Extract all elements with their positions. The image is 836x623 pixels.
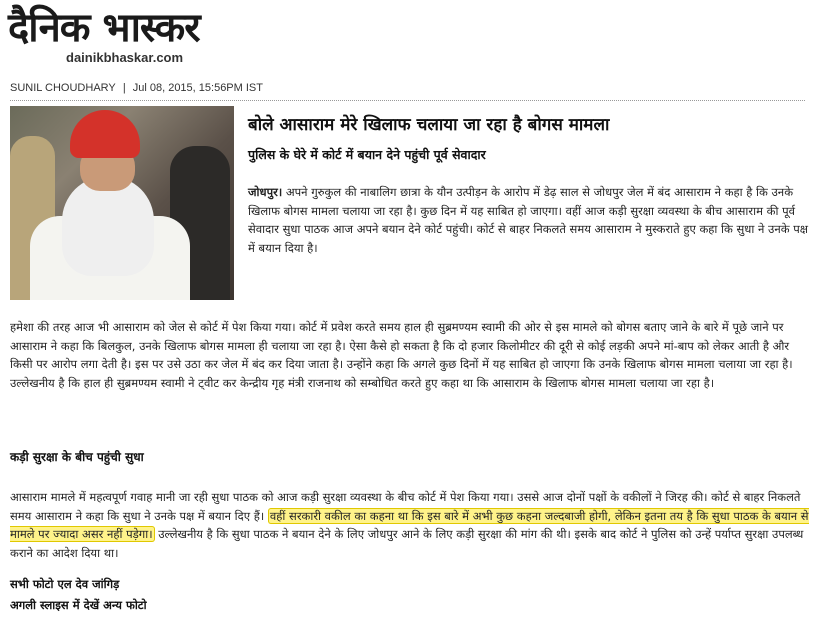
article-subheadline: पुलिस के घेरे में कोर्ट में बयान देने पहुंची पूर्व सेवादार: [248, 147, 486, 162]
next-slide-link[interactable]: अगली स्लाइस में देखें अन्य फोटो: [10, 598, 147, 612]
byline-separator: |: [122, 82, 126, 94]
article-paragraph-3: [10, 488, 810, 562]
highlighted-quote: वहीं सरकारी वकील का कहना था कि इस बारे में अभी कुछ कहना जल्दबाजी होगी, लेकिन इतना तय है कि सुधा पाठक के बयान से मामले पर ज्यादा असर नहीं पड़ेगा।: [10, 508, 809, 542]
article-paragraph-1: [248, 183, 808, 257]
publish-datetime: Jul 08, 2015, 15:56PM IST: [132, 82, 263, 94]
masthead-logo[interactable]: [8, 6, 238, 70]
logo-domain: dainikbhaskar.com: [66, 50, 184, 65]
paragraph-3-after: उल्लेखनीय है कि सुधा पाठक ने बयान देने के लिए जोधपुर आने के लिए कड़ी सुरक्षा की मांग की थी। इसके बाद कोर्ट ने पुलिस को उन्हें पर्याप्त सुरक्षा उपलब्ध कराने का आदेश दिया था।: [10, 527, 804, 560]
author-name: SUNIL CHOUDHARY: [10, 82, 116, 94]
dateline: जोधपुर।: [248, 185, 283, 199]
paragraph-3-before: आसाराम मामले में महत्वपूर्ण गवाह मानी जा रही सुधा पाठक को आज कड़ी सुरक्षा व्यवस्था के बीच कोर्ट में पेश किया गया। उससे आज दोनों पक्षों के वकीलों ने जिरह की। कोर्ट से बाहर निकलते समय आसाराम ने कहा कि सुधा ने उनके पक्ष में बयान दिए हैं।: [10, 490, 801, 523]
article-paragraph-2: हमेशा की तरह आज भी आसाराम को जेल से कोर्ट में पेश किया गया। कोर्ट में प्रवेश करते समय हाल ही सुब्रमण्यम स्वामी की ओर से इस मामले को बोगस बताए जाने के बारे में पूछे जाने पर आसाराम ने कहा कि बिलकुल, उनके खिलाफ बोगस मामला ही चलाया जा रहा है। ऐसा कैसे हो सकता है कि दो हजार किलोमीटर की दूरी से कोई लड़की अपने मां-बाप को लेकर आती है और किसी पर आरोप लगा देती है। इस पर उसे उठा कर जेल में बंद कर दिया जाता है। उन्होंने कहा कि अगले कुछ दिनों में यह साबित हो जाएगा कि उनके खिलाफ बोगस मामला चलाया जा रहा है। उल्लेखनीय है कि हाल ही सुब्रमण्यम स्वामी ने ट्वीट कर केन्द्रीय गृह मंत्री राजनाथ को सम्बोधित करते हुए कहा था कि आसाराम के खिलाफ बोगस मामला चलाया जा रहा है।: [10, 320, 793, 390]
section-heading: कड़ी सुरक्षा के बीच पहुंची सुधा: [10, 450, 144, 464]
article-photo[interactable]: [10, 106, 234, 300]
paragraph-1-text: अपने गुरुकुल की नाबालिग छात्रा के यौन उत्पीड़न के आरोप में डेढ़ साल से जोधपुर जेल में बंद आसाराम ने कहा है कि उनके खिलाफ बोगस मामला चलाया जा रहा है। कुछ दिन में यह साबित हो जाएगा। वहीं आज कड़ी सुरक्षा व्यवस्था के बीच आसाराम की पूर्व सेवादार सुधा पाठक आज अपने बयान देने कोर्ट पहुंची। कोर्ट से बाहर निकलते समय आसाराम ने मुस्कराते हुए कहा कि सुधा ने उनके पक्ष में बयान दिया है।: [248, 185, 808, 255]
logo-hindi: दैनिक भास्कर: [8, 5, 200, 51]
article-headline: बोले आसाराम मेरे खिलाफ चलाया जा रहा है बोगस मामला: [248, 115, 610, 135]
byline: [10, 82, 805, 101]
photo-credit: सभी फोटो एल देव जांगिड़: [10, 577, 120, 591]
